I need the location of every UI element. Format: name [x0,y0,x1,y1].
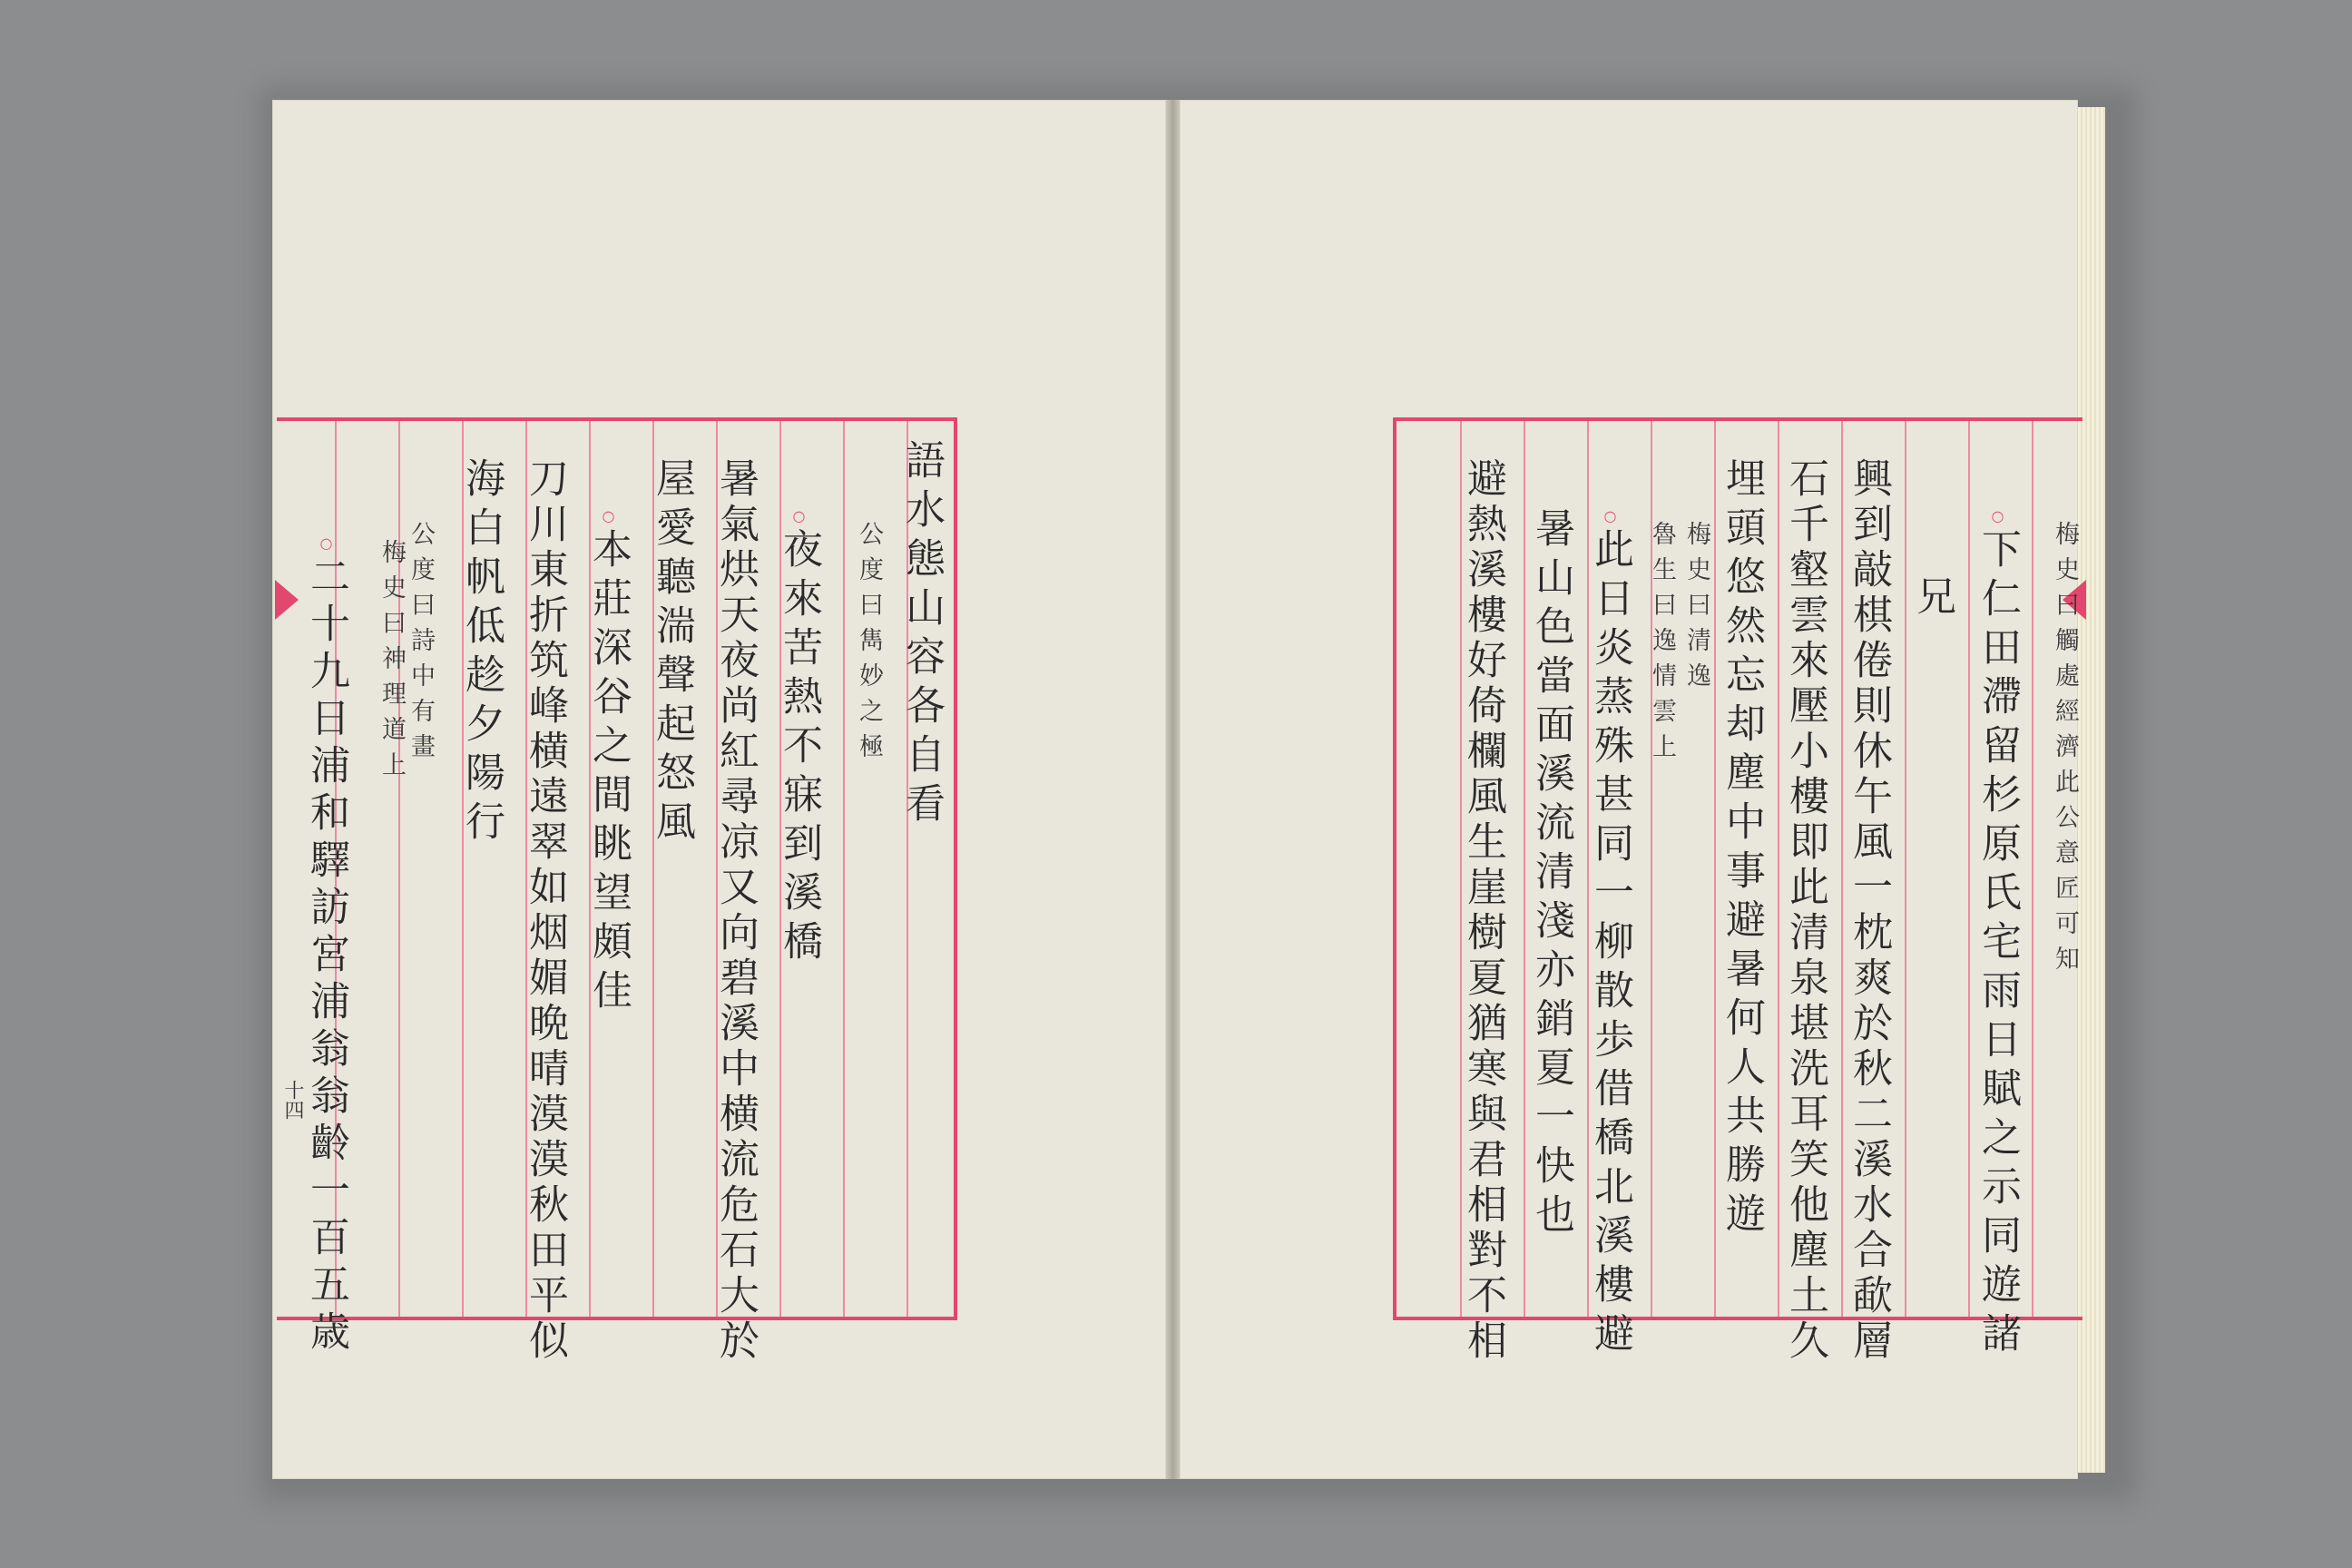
text-column: ○ 此日炎蒸殊甚同一柳散歩借橋北溪樓避 [1583,507,1637,1361]
text-column: ○ 下仁田滯留杉原氏宅雨日賦之示同遊諸 [1970,507,2024,1361]
text-column: 暑山色當面溪流清淺亦銷夏一快也 [1528,507,1574,1242]
note-column: 梅史曰神理道上 [377,539,406,787]
note-column: 梅史曰觸處經濟此公意匠可知 [2051,521,2079,981]
note-column: 梅史曰清逸 [1682,521,1710,698]
text-column: 屋愛聽湍聲起怒風 [649,457,695,849]
text-column: 刀川東折筑峰横遠翠如烟媚晩晴漠漠秋田平似 [522,457,568,1365]
column-rule [2032,421,2034,1317]
fish-tail-mark [275,580,299,620]
text-column: 暑氣烘天夜尚紅尋凉又向碧溪中横流危石大於 [712,457,759,1365]
text-column: 海白帆低趁夕陽行 [458,457,505,849]
right-text-frame [1393,417,2082,1365]
text-column: 埋頭悠然忘却塵中事避暑何人共勝遊 [1719,457,1765,1241]
text-column: ○ 本莊深谷之間眺望頗佳 [581,507,635,1018]
page-number: 十四 [281,1080,304,1120]
note-column: 公度曰詩中有畫 [407,521,435,769]
text-column: 石千壑雲來壓小樓即此清泉堪洗耳笑他塵土久 [1782,457,1828,1365]
text-column: ○ 二十九日浦和驛訪宮浦翁翁齡一百五歳 [299,534,353,1357]
text-column: 語水態山容各自看 [898,439,945,831]
column-rule [1905,421,1906,1317]
text-column: 兄 [1909,575,1955,624]
left-text-frame [277,417,957,1365]
text-column: 避熱溪樓好倚欄風生崖樹夏猶寒與君相對不相 [1460,457,1506,1365]
note-column: 公度曰雋妙之極 [855,521,883,769]
text-column: 興到敲棋倦則休午風一枕爽於秋二溪水合歃層 [1846,457,1892,1365]
book-gutter [1166,100,1180,1479]
note-column: 魯生曰逸情雲上 [1648,521,1676,769]
text-column: ○ 夜來苦熱不寐到溪橋 [771,507,826,969]
